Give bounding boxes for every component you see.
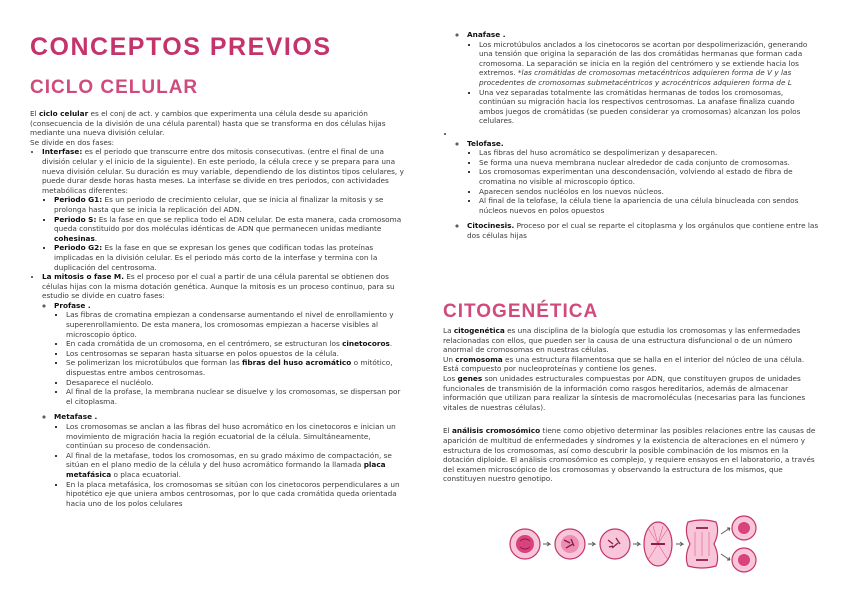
cell-interphase [510,529,540,559]
metafase-point: ▪ Al final de la metafase, todos los cromosomas, en su grado máximo de compactación, se sitúan en el plano medio de la célula y del huso acromático formando la llamada placa metafásica o placa ecuatorial. [66,451,408,480]
cell-prometaphase [600,529,630,559]
citocinesis-item: ◦ Citocinesis. Proceso por el cual se reparte el citoplasma y los orgánulos que contiene entre las dos células hijas [467,221,821,240]
anafase-point: ▪ Los microtúbulos anclados a los cinetocoros se acortan por despolimerización, generando una tensión que origina la separación de las dos cromátidas hermanas que forman cada cromosoma. La separación se inicia en la región del centrómero y se extiende hacia los extremos. *las cromátidas de cromosomas metacéntricos adquieren forma de V y las procedentes de cromosomas submetacéntricos y acrocéntricos adquieren forma de L [479,40,821,88]
g1-item: ▪ Periodo G1: Es un periodo de crecimiento celular, que se inicia al finalizar la mitosis y se prolonga hasta que se inicia la replicación del ADN. [54,195,408,214]
mitosis-stages-illustration [508,514,758,574]
cell-metaphase [644,522,672,566]
telofase-point: ▪ Las fibras del huso acromático se despolimerizan y desaparecen. [479,148,821,158]
arrow-icon [676,542,683,546]
cell-anaphase [686,520,717,568]
s-item: ▪ Periodo S: Es la fase en que se replica todo el ADN celular. De esta manera, cada cromosoma queda constituido por dos moléculas idénticas de ADN que permanecen unidas mediante cohesinas. [54,215,408,244]
ciclo-intro: El ciclo celular es el conj de act. y cambios que experimenta una célula desde su aparición (consecuencia de la división de una célula parental) hasta que se transforma en dos células hijas mediante una nueva división celular. [30,109,386,138]
metafase-point: ▪ En la placa metafásica, los cromosomas se sitúan con los cinetocoros perpendiculares a un hipotético eje que uniera ambos centrosomas, por lo que cada cromátida queda orientada hacia uno de los polos celulares [66,480,408,509]
phases-intro: Se divide en dos fases: [30,137,115,147]
telofase-point: ▪ Los cromosomas experimentan una descondensación, volviendo al estado de fibra de cromatina no visible al microscopio óptico. [479,167,821,186]
daughter-cell-bottom [732,548,756,572]
telofase-point: ▪ Se forma una nueva membrana nuclear alrededor de cada conjunto de cromosomas. [479,158,821,168]
metafase-item: ◦ Metafase . ▪ Los cromosomas se anclan a las fibras del huso acromático en los cinetocoros e inician un movimiento de migración hacia la región ecuatorial de la célula. Simultáneamente, continúan su proceso de condensación. ▪ Al final de la metafase, todos los cromosomas, en su grado máximo de compactación, se sitúan en el plano medio de la célula y del huso acromático formando la llamada placa metafásica o placa ecuatorial. ▪ En la placa metafásica, los cromosomas se sitúan con los cinetocoros perpendiculares a un hipotético eje que uniera ambos centrosomas, por lo que cada cromátida queda orientada hacia uno de los polos celulares [54,412,408,508]
arrow-icon [721,528,730,534]
profase-point: ▪ Se polimerizan los microtúbulos que forman las fibras del huso acromático o mitótico, dispuestas entre ambos centrosomas. [66,358,408,377]
right-column-mitosis [443,30,821,240]
profase-point: ▪ Los centrosomas se separan hasta situarse en polos opuestos de la célula. [66,349,408,359]
anafase-point: ▪ Una vez separadas totalmente las cromátidas hermanas de todos los cromosomas, continúan su migración hacia los respectivos centrosomas. La anafase finaliza cuando ambos juegos de cromátidas (se pueden considerar ya cromosomas) alcanzan los polos celulares. [479,88,821,126]
empty-bullet [455,129,821,139]
citogenetica-p3: Los genes son unidades estructurales compuestas por ADN, que constituyen grupos de unidades funcionales de transmisión de la información como rasgos hereditarios, además de almacenar información que utilizan para realizar la síntesis de macromoléculas (necesarias para las funciones vitales de nuestras células). [443,373,806,412]
arrow-icon [633,542,640,546]
telofase-point: ▪ Aparecen sendos nucléolos en los nuevos núcleos. [479,187,821,197]
mitosis-item: • La mitosis o fase M. Es el proceso por el cual a partir de una célula parental se obtienen dos células hijas con la misma dotación genética. Aunque la mitosis es un proceso continuo, para su estudio se divide en cuatro fases: ◦ Profase . ▪ Las fibras de cromatina empiezan a condensarse aumentando el nivel de enrollamiento y superenrollamiento. De esta manera, los cromosomas empiezan a hacerse visibles al microscopio óptico. ▪ En cada cromátida de un cromosoma, en el centrómero, se estructuran los cinetocoros. ▪ Los centrosomas se separan hasta situarse en polos opuestos de la célula. ▪ Se polimerizan los microtúbulos que forman las fibras del huso acromático o mitótico, dispuestas entre ambos centrosomas. ▪ Desaparece el nucléolo. ▪ Al final de la profase, la membrana nuclear se disuelve y los cromosomas, se dispersan por el citoplasma. ◦ Metafase . ▪ Los cromosomas se anclan a las fibras del huso acromático en los cinetocoros e inician un movimiento de migración hacia la región ecuatorial de la célula. Simultáneamente, continúan su proceso de condensación. ▪ Al final de la metafase, todos los cromosomas, en su grado máximo de compactación, se sitúan en el plano medio de la célula y del huso acromático formando la llamada placa metafásica o placa ecuatorial. ▪ En la placa metafásica, los cromosomas se sitúan con los cinetocoros perpendiculares a un hipotético eje que uniera ambos centrosomas, por lo que cada cromátida queda orientada hacia uno de los polos celulares [42,272,408,508]
g2-item: ▪ Periodo G2: Es la fase en que se expresan los genes que codifican todas las proteínas implicadas en la división celular. Es el periodo más corto de la interfase y termina con la duplicación del centrosoma. [54,243,408,272]
interfase-item: • Interfase: es el periodo que transcurre entre dos mitosis consecutivas. (entre el final de una división celular y el inicio de la siguiente). En este periodo, la célula crece y se prepara para una nueva división celular. Su duración es muy variable, dependiendo de los distintos tipos celulares, y puede durar desde horas hasta meses. La interfase se divide en tres periodos, con actividades metabólicas diferentes: ▪ Periodo G1: Es un periodo de crecimiento celular, que se inicia al finalizar la mitosis y se prolonga hasta que se inicia la replicación del ADN. ▪ Periodo S: Es la fase en que se replica todo el ADN celular. De esta manera, cada cromosoma queda constituido por dos moléculas idénticas de ADN que permanecen unidas mediante cohesinas. ▪ Periodo G2: Es la fase en que se expresan los genes que codifican todas las proteínas implicadas en la división celular. Es el periodo más corto de la interfase y termina con la duplicación del centrosoma. [42,147,408,272]
cell-prophase [555,529,585,559]
telofase-item: ◦ Telofase. ▪ Las fibras del huso acromático se despolimerizan y desaparecen. ▪ Se forma una nueva membrana nuclear alrededor de cada conjunto de cromosomas. ▪ Los cromosomas experimentan una descondensación, volviendo al estado de fibra de cromatina no visible al microscopio óptico. ▪ Aparecen sendos nucléolos en los nuevos núcleos. ▪ Al final de la telofase, la célula tiene la apariencia de una célula binucleada con sendos núcleos nuevos en polos opuestos [467,139,821,222]
citogenetica-p2: Un cromosoma es una estructura filamentosa que se halla en el interior del núcleo de una célula. Está compuesto por nucleoproteínas y contiene los genes. [443,354,805,374]
daughter-cell-top [732,516,756,540]
arrow-icon [721,554,730,560]
page-title: CONCEPTOS PREVIOS [30,33,332,61]
profase-point: ▪ En cada cromátida de un cromosoma, en el centrómero, se estructuran los cinetocoros. [66,339,408,349]
arrow-icon [588,542,595,546]
telofase-point: ▪ Al final de la telofase, la célula tiene la apariencia de una célula binucleada con sendos núcleos nuevos en polos opuestos [479,196,821,215]
anafase-item: ◦ Anafase . ▪ Los microtúbulos anclados a los cinetocoros se acortan por despolimerización, generando una tensión que origina la separación de las dos cromátidas hermanas que forman cada cromosoma. La separación se inicia en la región del centrómero y se extiende hacia los extremos. *las cromátidas de cromosomas metacéntricos adquieren forma de V y las procedentes de cromosomas submetacéntricos y acrocéntricos adquieren forma de L ▪ Una vez separadas totalmente las cromátidas hermanas de todos los cromosomas, continúan su migración hacia los respectivos centrosomas. La anafase finaliza cuando ambos juegos de cromátidas (se pueden considerar ya cromosomas) alcanzan los polos celulares. [467,30,821,126]
profase-item: ◦ Profase . ▪ Las fibras de cromatina empiezan a condensarse aumentando el nivel de enrollamiento y superenrollamiento. De esta manera, los cromosomas empiezan a hacerse visibles al microscopio óptico. ▪ En cada cromátida de un cromosoma, en el centrómero, se estructuran los cinetocoros. ▪ Los centrosomas se separan hasta situarse en polos opuestos de la célula. ▪ Se polimerizan los microtúbulos que forman las fibras del huso acromático o mitótico, dispuestas entre ambos centrosomas. ▪ Desaparece el nucléolo. ▪ Al final de la profase, la membrana nuclear se disuelve y los cromosomas, se dispersan por el citoplasma. [54,301,408,413]
citogenetica-p4: El análisis cromosómico tiene como objetivo determinar las posibles relaciones entre las causas de aparición de multitud de enfermedades y síndromes y la existencia de alteraciones en el número y estructura de los cromosomas, así como descubrir la posible combinación de los mismos en la dotación diploide. El análisis cromosómico es complejo, y requiere ensayos en el laboratorio, a través del examen microscópico de los cromosomas y observando la estructura de los mismos, que constituyen nuestro genotipo. [443,426,816,484]
citogenetica-heading: CITOGENÉTICA [443,301,599,322]
citogenetica-p1: La citogenética es una disciplina de la biología que estudia los cromosomas y las enfermedades relacionadas con ellos, que pueden ser la causa de una estructura disfuncional o de un número anormal de cromosomas en nuestras células. [443,326,801,355]
ciclo-heading: CICLO CELULAR [30,77,199,98]
ciclo-section [30,109,408,508]
profase-point: ▪ Las fibras de cromatina empiezan a condensarse aumentando el nivel de enrollamiento y superenrollamiento. De esta manera, los cromosomas empiezan a hacerse visibles al microscopio óptico. [66,310,408,339]
metafase-point: ▪ Los cromosomas se anclan a las fibras del huso acromático en los cinetocoros e inician un movimiento de migración hacia la región ecuatorial de la célula. Simultáneamente, continúan su proceso de condensación. [66,422,408,451]
citogenetica-section [443,326,818,484]
profase-point: ▪ Al final de la profase, la membrana nuclear se disuelve y los cromosomas, se dispersan por el citoplasma. [66,387,408,406]
arrow-icon [543,542,550,546]
profase-point: ▪ Desaparece el nucléolo. [66,378,408,388]
